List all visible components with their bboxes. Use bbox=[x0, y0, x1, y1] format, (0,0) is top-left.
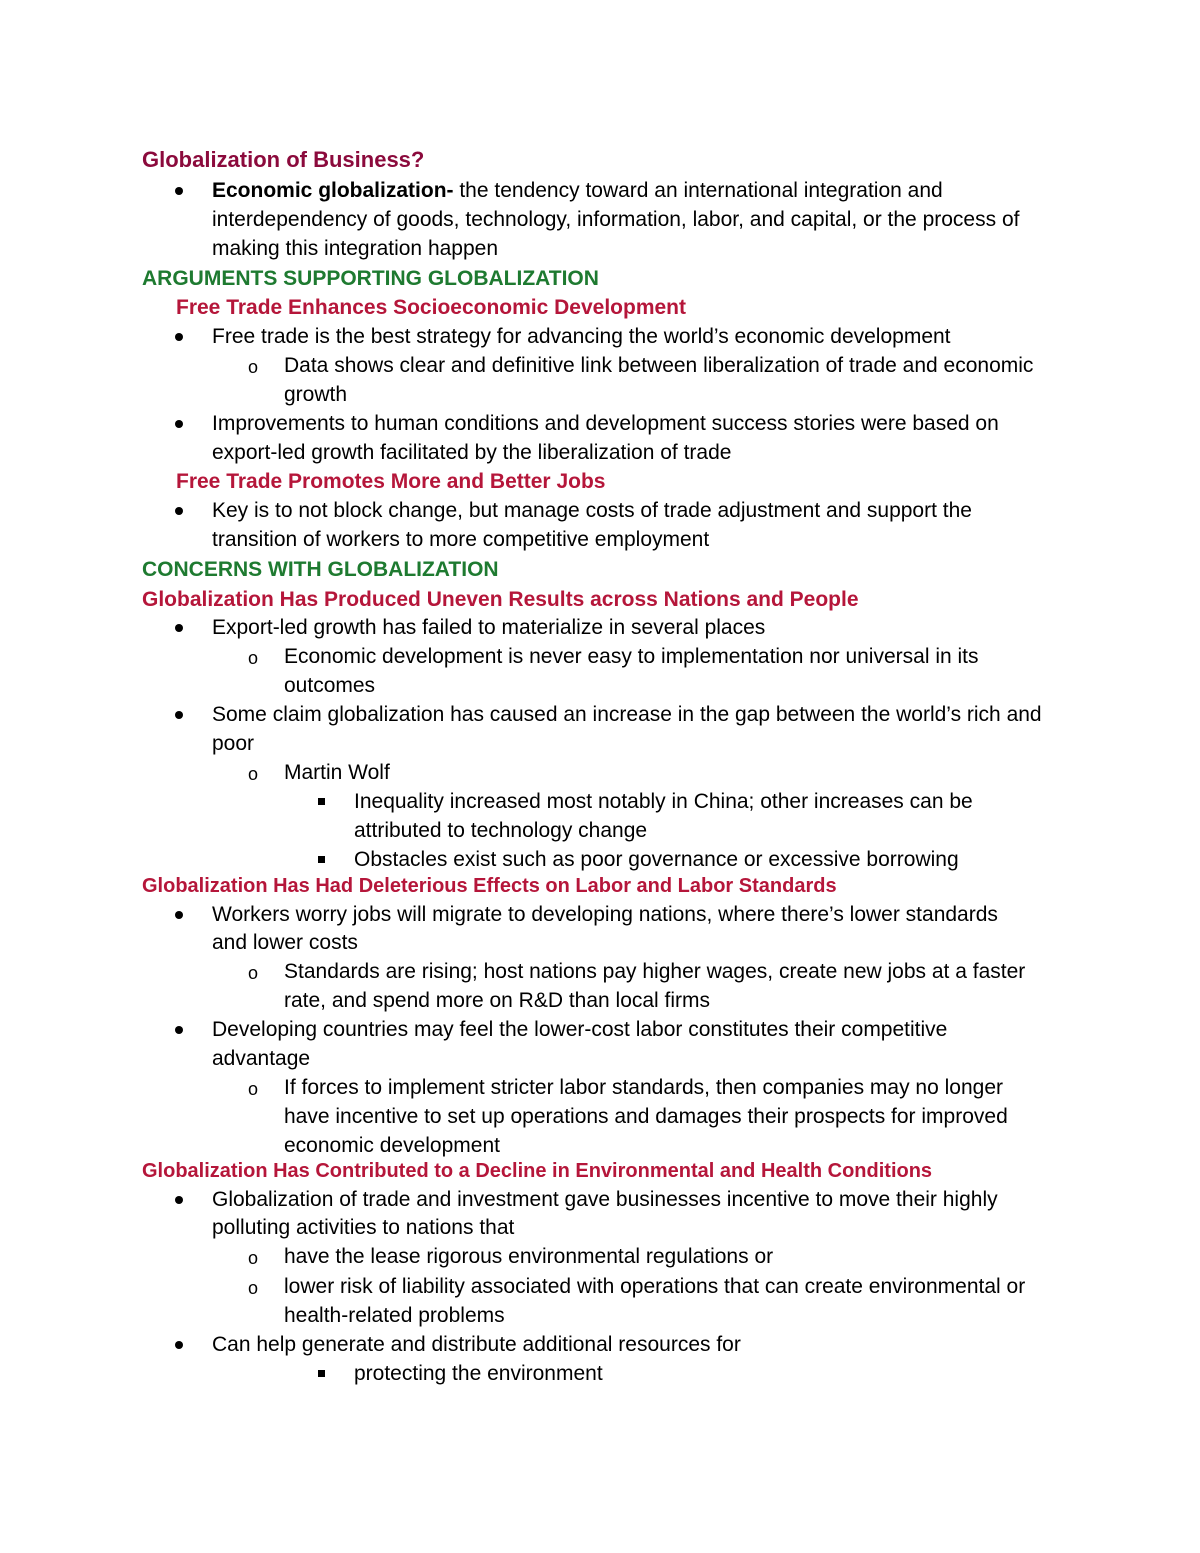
list-item-text: and lower costs bbox=[212, 931, 358, 954]
subsection-heading: Free Trade Promotes More and Better Jobs bbox=[176, 470, 606, 493]
list-item-text: Economic development is never easy to implementation nor universal in its bbox=[284, 645, 979, 668]
subsection-heading: Free Trade Enhances Socioeconomic Development bbox=[176, 296, 686, 319]
bullet-dot-icon bbox=[175, 911, 183, 919]
bullet-dot-icon bbox=[175, 187, 183, 195]
list-item-text: Workers worry jobs will migrate to developing nations, where there’s lower standards bbox=[212, 903, 998, 926]
section-heading-concerns: CONCERNS WITH GLOBALIZATION bbox=[142, 558, 499, 581]
list-item-text: lower risk of liability associated with operations that can create environmental or bbox=[284, 1275, 1026, 1298]
bullet-square-icon bbox=[318, 856, 325, 863]
list-item-text: transition of workers to more competitive employment bbox=[212, 528, 710, 551]
list-item-text: If forces to implement stricter labor standards, then companies may no longer bbox=[284, 1076, 1004, 1099]
list-item-text: protecting the environment bbox=[354, 1362, 603, 1385]
bullet-circle-icon: o bbox=[248, 764, 259, 784]
list-item-text: economic development bbox=[284, 1134, 500, 1157]
bullet-circle-icon: o bbox=[248, 1079, 259, 1099]
list-item-text: attributed to technology change bbox=[354, 819, 648, 842]
bullet-dot-icon bbox=[175, 1196, 183, 1204]
list-item-text: Some claim globalization has caused an increase in the gap between the world’s rich and bbox=[212, 703, 1042, 726]
list-item-text: outcomes bbox=[284, 674, 376, 697]
bullet-dot-icon bbox=[175, 1026, 183, 1034]
list-item-text: rate, and spend more on R&D than local firms bbox=[284, 989, 711, 1012]
list-item-text: Data shows clear and definitive link between liberalization of trade and economic bbox=[284, 354, 1034, 377]
bullet-circle-icon: o bbox=[248, 963, 259, 983]
list-item-text: interdependency of goods, technology, information, labor, and capital, or the process of bbox=[212, 208, 1020, 231]
bullet-circle-icon: o bbox=[248, 1278, 259, 1298]
list-item-text: Can help generate and distribute additional resources for bbox=[212, 1333, 741, 1356]
bullet-circle-icon: o bbox=[248, 357, 259, 377]
list-item-text: making this integration happen bbox=[212, 237, 499, 260]
list-item-text: Standards are rising; host nations pay higher wages, create new jobs at a faster bbox=[284, 960, 1026, 983]
bullet-square-icon bbox=[318, 1370, 325, 1377]
section-heading-arguments: ARGUMENTS SUPPORTING GLOBALIZATION bbox=[142, 267, 599, 290]
bullet-dot-icon bbox=[175, 711, 183, 719]
page-title: Globalization of Business? bbox=[142, 147, 425, 172]
subsection-heading: Globalization Has Had Deleterious Effects on Labor and Labor Standards bbox=[142, 875, 837, 897]
list-item-text: polluting activities to nations that bbox=[212, 1216, 515, 1239]
list-item-text: Improvements to human conditions and development success stories were based on bbox=[212, 412, 999, 435]
list-item-text: Free trade is the best strategy for advancing the world’s economic development bbox=[212, 325, 951, 348]
list-item-text: have the lease rigorous environmental regulations or bbox=[284, 1245, 774, 1268]
list-item-text: growth bbox=[284, 383, 348, 406]
list-item-text: have incentive to set up operations and damages their prospects for improved bbox=[284, 1105, 1008, 1128]
term-label: Economic globalization- bbox=[212, 179, 454, 202]
subsection-heading: Globalization Has Produced Uneven Results across Nations and People bbox=[142, 588, 859, 611]
list-item-text: Export-led growth has failed to materialize in several places bbox=[212, 616, 766, 639]
list-item-text: advantage bbox=[212, 1047, 311, 1070]
list-item-text: Globalization of trade and investment gave businesses incentive to move their highly bbox=[212, 1188, 998, 1211]
bullet-circle-icon: o bbox=[248, 648, 259, 668]
list-item-text: export-led growth facilitated by the liberalization of trade bbox=[212, 441, 732, 464]
list-item-text: poor bbox=[212, 732, 255, 755]
bullet-square-icon bbox=[318, 798, 325, 805]
bullet-dot-icon bbox=[175, 624, 183, 632]
bullet-dot-icon bbox=[175, 333, 183, 341]
bullet-dot-icon bbox=[175, 507, 183, 515]
list-item-text: Obstacles exist such as poor governance or excessive borrowing bbox=[354, 848, 959, 871]
list-item-text: Inequality increased most notably in China; other increases can be bbox=[354, 790, 973, 813]
list-item-text: health-related problems bbox=[284, 1304, 505, 1327]
subsection-heading: Globalization Has Contributed to a Decline in Environmental and Health Conditions bbox=[142, 1160, 933, 1182]
bullet-dot-icon bbox=[175, 420, 183, 428]
list-item-text: Developing countries may feel the lower-cost labor constitutes their competitive bbox=[212, 1018, 948, 1041]
bullet-circle-icon: o bbox=[248, 1248, 259, 1268]
list-item-text: Martin Wolf bbox=[284, 761, 390, 784]
list-item-text: the tendency toward an international integration and bbox=[453, 179, 943, 202]
bullet-dot-icon bbox=[175, 1341, 183, 1349]
list-item-text: Key is to not block change, but manage costs of trade adjustment and support the bbox=[212, 499, 972, 522]
